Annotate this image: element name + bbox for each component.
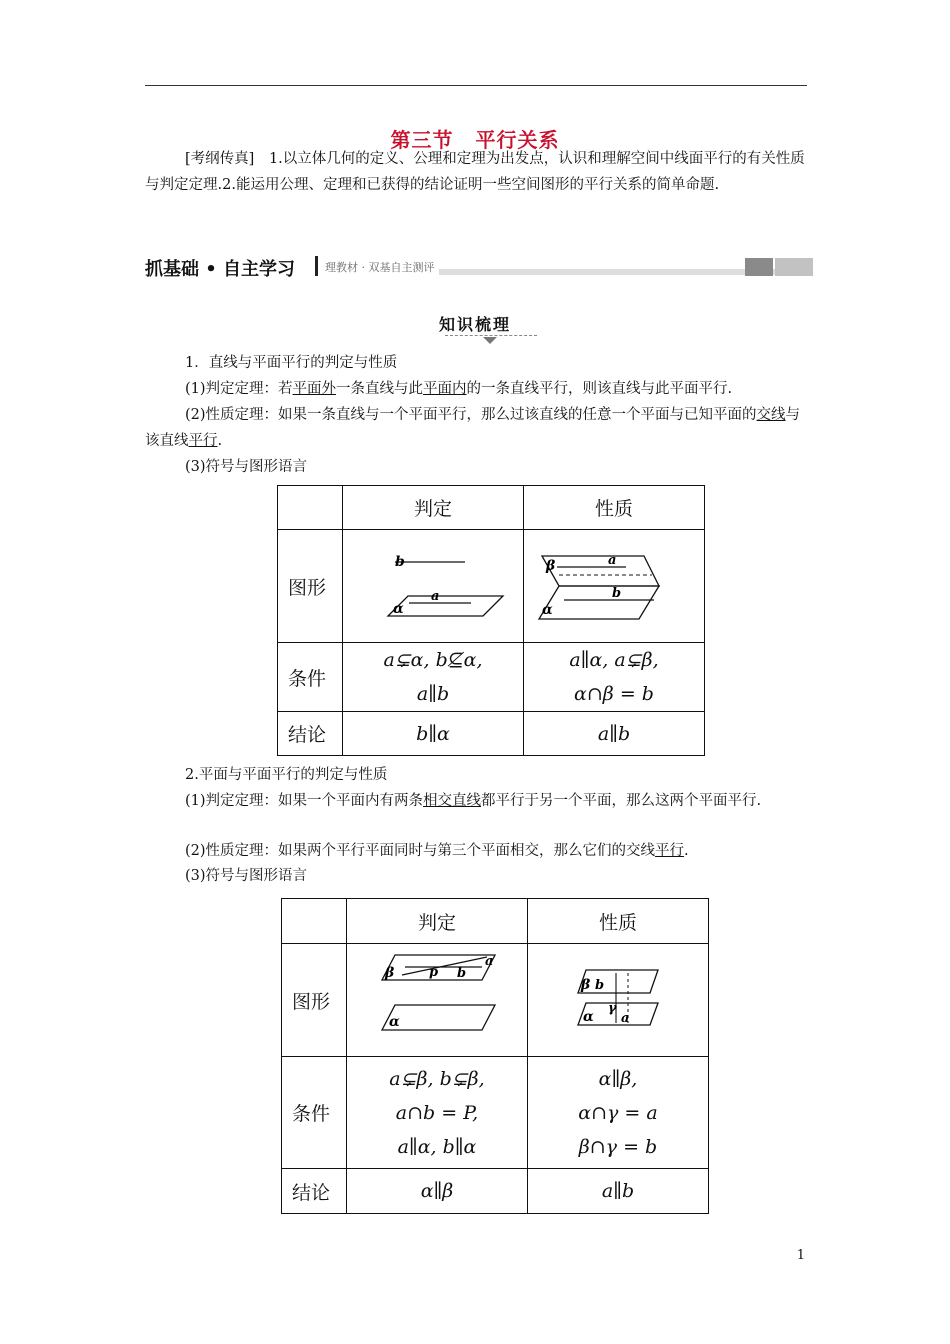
intro-label: [考纲传真] xyxy=(185,151,255,167)
table2-cond2-line1: α∥β, xyxy=(598,1067,638,1090)
label-gamma: γ xyxy=(608,1001,617,1016)
label-beta: β xyxy=(581,977,591,993)
table1-row-conclusion: 结论 xyxy=(278,712,343,756)
banner-main-text: 抓基础 • 自主学习 xyxy=(145,255,301,281)
table1-cond2 xyxy=(524,643,705,712)
s1-p1-text-c: 的一条直线平行，则该直线与此平面平行. xyxy=(466,381,733,397)
s1-p2-underline-1: 交线 xyxy=(756,407,786,423)
banner-separator xyxy=(315,256,318,276)
s1-p2 xyxy=(145,402,807,454)
table2-concl1: α∥β xyxy=(347,1169,528,1214)
s2-p3: (3)符号与图形语言 xyxy=(185,868,308,884)
table2-corner xyxy=(282,899,347,944)
table1-fig1-cell xyxy=(343,530,524,643)
s2-p2-text-b: . xyxy=(684,843,689,859)
table1-conclusion-row xyxy=(278,712,705,756)
intro-text: 1.以立体几何的定义、公理和定理为出发点，认识和理解空间中线面平行的有关性质与判定定理.2.能运用公理、定理和已获得的结论证明一些空间图形的平行关系的简单命题. xyxy=(145,151,805,193)
table1-figure-row xyxy=(278,530,705,643)
s1-p3: (3)符号与图形语言 xyxy=(185,459,308,475)
banner-block-dark xyxy=(745,258,773,276)
s2-p2-underline: 平行 xyxy=(655,843,685,859)
s1-p1 xyxy=(145,376,807,402)
label-a: a xyxy=(431,588,440,604)
table2-header-row xyxy=(282,899,709,944)
table1-concl1: b∥α xyxy=(343,712,524,756)
table2-col2: 性质 xyxy=(528,899,709,944)
table2-cond1 xyxy=(347,1057,528,1169)
table2-cond2-line2: α∩γ = a xyxy=(578,1101,658,1124)
top-rule xyxy=(145,85,807,86)
table1-header-row xyxy=(278,486,705,530)
table2-condition-row xyxy=(282,1057,709,1169)
table1-cond2-line2: α∩β = b xyxy=(574,683,654,705)
s2-p1 xyxy=(145,788,807,814)
table2-fig2-cell xyxy=(528,944,709,1057)
table1-fig2-cell xyxy=(524,530,705,643)
label-p: p xyxy=(429,965,439,980)
page-number: 1 xyxy=(796,1248,805,1263)
table2-conclusion-row xyxy=(282,1169,709,1214)
banner-block-light xyxy=(775,258,813,276)
table2-row-conclusion: 结论 xyxy=(282,1169,347,1214)
table1-cond1-line2: a∥b xyxy=(416,683,450,705)
intro-paragraph xyxy=(145,146,807,198)
table2-row-figure: 图形 xyxy=(282,944,347,1057)
table2-cond2-line3: β∩γ = b xyxy=(578,1135,658,1158)
line-a xyxy=(402,957,487,975)
s2-heading: 2.平面与平面平行的判定与性质 xyxy=(185,767,388,783)
s1-p2-text-c: . xyxy=(217,433,223,449)
label-alpha: α xyxy=(542,601,553,618)
s2-p1-text-b: 都平行于另一个平面，那么这两个平面平行. xyxy=(481,793,762,809)
section-banner xyxy=(145,255,813,279)
banner-sub-text: 理教材 · 双基自主测评 xyxy=(325,259,439,275)
s2-p2 xyxy=(145,838,807,864)
table2-col1: 判定 xyxy=(347,899,528,944)
s1-p1-text-a: (1)判定定理：若 xyxy=(185,381,293,397)
table1-cond2-line1: a∥α, a⊊β, xyxy=(569,649,659,671)
table2-figure-row xyxy=(282,944,709,1057)
table1-row-figure: 图形 xyxy=(278,530,343,643)
title-topic: 平行关系 xyxy=(475,128,560,152)
s1-p2-text-a: (2)性质定理：如果一条直线与一个平面平行，那么过该直线的任意一个平面与已知平面的 xyxy=(185,407,757,423)
label-alpha: α xyxy=(583,1009,594,1025)
table1-cond1-line1: a⊊α, b⊈α, xyxy=(383,649,483,671)
s1-heading: 1．直线与平面平行的判定与性质 xyxy=(185,355,398,371)
label-alpha: α xyxy=(389,1014,400,1030)
table2-cond1-line3: a∥α, b∥α xyxy=(397,1135,477,1158)
s1-p2-text-b: 与该直线 xyxy=(145,407,801,449)
plane-alpha xyxy=(539,586,659,619)
table1-row-condition: 条件 xyxy=(278,643,343,712)
label-b: b xyxy=(612,585,622,601)
title-section-number: 第三节 xyxy=(390,128,454,152)
section-triangle-icon xyxy=(483,337,497,344)
label-b: b xyxy=(595,978,605,993)
table1 xyxy=(277,485,705,756)
table1-cond1 xyxy=(343,643,524,712)
plane-alpha xyxy=(388,596,503,616)
s1-p1-underline-1: 平面外 xyxy=(292,381,337,397)
table2-cond2 xyxy=(528,1057,709,1169)
line-plane-property-diagram xyxy=(524,534,704,634)
table2-row-condition: 条件 xyxy=(282,1057,347,1169)
table1-corner xyxy=(278,486,343,530)
label-beta: β xyxy=(385,965,395,981)
s2-p2-text-a: (2)性质定理：如果两个平行平面同时与第三个平面相交，那么它们的交线 xyxy=(185,843,656,859)
plane-beta xyxy=(542,556,659,586)
label-a: a xyxy=(608,552,617,568)
table1-condition-row xyxy=(278,643,705,712)
table2-cond1-line1: a⊊β, b⊊β, xyxy=(389,1067,485,1090)
line-plane-parallel-diagram xyxy=(343,534,523,634)
label-b: b xyxy=(395,553,405,570)
table2-concl2: a∥b xyxy=(528,1169,709,1214)
s1-p1-underline-2: 平面内 xyxy=(423,381,467,397)
label-b: b xyxy=(457,966,467,981)
table1-col2: 性质 xyxy=(524,486,705,530)
s1-p2-underline-2: 平行 xyxy=(188,433,218,449)
table1-concl2: a∥b xyxy=(524,712,705,756)
label-alpha: α xyxy=(393,600,404,617)
s2-p1-underline: 相交直线 xyxy=(423,793,482,809)
table2-fig1-cell xyxy=(347,944,528,1057)
plane-plane-parallel-diagram xyxy=(347,945,527,1050)
s1-p1-text-b: 一条直线与此 xyxy=(336,381,424,397)
table2-cond1-line2: a∩b = P, xyxy=(395,1101,479,1124)
table1-col1: 判定 xyxy=(343,486,524,530)
label-a: a xyxy=(621,1011,630,1026)
section-title: 知识梳理 xyxy=(438,315,511,334)
s2-p1-text-a: (1)判定定理：如果一个平面内有两条 xyxy=(185,793,424,809)
label-beta: β xyxy=(546,557,556,574)
table2 xyxy=(281,898,709,1214)
plane-plane-property-diagram xyxy=(528,945,708,1050)
section-underline xyxy=(445,335,537,336)
label-a: a xyxy=(485,954,494,969)
